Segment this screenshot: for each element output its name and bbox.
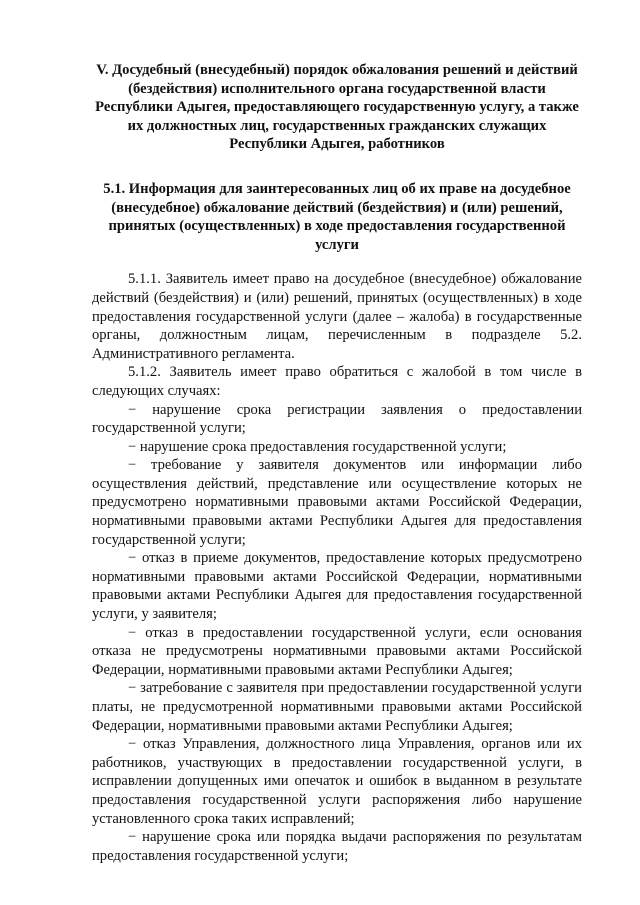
section-heading: V. Досудебный (внесудебный) порядок обжалования решений и действий (бездействия) исполнительного органа государственной власти Республики Адыгея, предоставляющего государственную услугу, а также их должностных лиц, государственных гражданских служащих Республики Адыгея, работников	[95, 62, 579, 153]
list-item: − отказ в приеме документов, предоставление которых предусмотрено нормативными правовыми актами Российской Федерации, нормативными правовыми актами Республики Адыгея для предоставления государственной услуги, у заявителя;	[92, 550, 582, 623]
list-item: − отказ Управления, должностного лица Управления, органов или их работников, участвующих в предоставлении государственной услуги, в исправлении допущенных ими опечаток и ошибок в выданном в результате предоставления государственной услуги распоряжения либо нарушение установленного срока таких исправлений;	[92, 736, 582, 827]
list-item: − отказ в предоставлении государственной услуги, если основания отказа не предусмотрены нормативными правовыми актами Российской Федерации, нормативными правовыми актами Республики Адыгея;	[92, 624, 582, 678]
list-item: − нарушение срока регистрации заявления о предоставлении государственной услуги;	[92, 401, 582, 437]
paragraph-5-1-2: 5.1.2. Заявитель имеет право обратиться с жалобой в том числе в следующих случаях:	[92, 364, 582, 399]
subsection-heading: 5.1. Информация для заинтересованных лиц об их праве на досудебное (внесудебное) обжалование действий (бездействия) и (или) решений, принятых (осуществленных) в ходе предоставления государственной услуги	[103, 180, 571, 253]
list-item: − нарушение срока или порядка выдачи распоряжения по результатам предоставления государственной услуги;	[92, 829, 582, 864]
paragraph-5-1-1: 5.1.1. Заявитель имеет право на досудебное (внесудебное) обжалование действий (бездействия) и (или) решений, принятых (осуществленных) в ходе предоставления государственной услуги (далее – жалоба) в государственные органы, должностным лицам, перечисленным в подразделе 5.2. Административного регламента.	[92, 271, 582, 362]
document-page	[92, 61, 582, 865]
list-item: − затребование с заявителя при предоставлении государственной услуги платы, не предусмотренной нормативными правовыми актами Российской Федерации, нормативными правовыми актами Республики Адыгея;	[92, 680, 582, 734]
document-body	[92, 270, 582, 865]
list-item: − требование у заявителя документов или информации либо осуществления действий, представление или осуществление которых не предусмотрено нормативными правовыми актами Российской Федерации, нормативными правовыми актами Республики Адыгея для предоставления государственной услуги;	[92, 457, 582, 548]
list-item: − нарушение срока предоставления государственной услуги;	[128, 438, 507, 455]
